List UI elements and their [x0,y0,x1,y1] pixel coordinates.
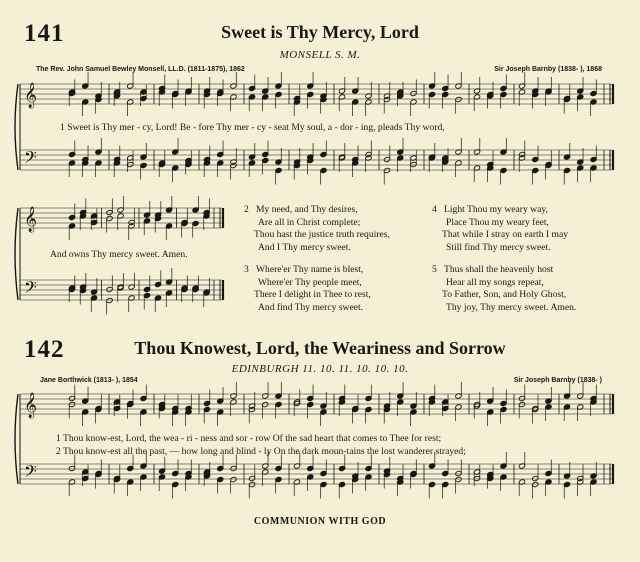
lyric-line-142-2: 2 Thou know-est all the past, — how long and blind - ly On the dark moun-tains the lost wanderer strayed; [56,446,466,457]
composer-credit-142: Sir Joseph Barnby (1838- ) [513,377,602,384]
verse-line: Still find Thy mercy sweet. [446,241,551,253]
verse-line: Where'er Thy people meet, [258,276,362,288]
verse-line: To Father, Son, and Holy Ghost, [442,289,567,301]
verse-line: There I delight in Thee to rest, [254,289,371,301]
verse-5 [432,264,576,314]
verse-line: Thou hast the justice truth requires, [254,229,390,241]
bass-clef: 𝄢 [24,147,37,171]
tune-name-142: EDINBURGH 11. 10. 11. 10. 10. 10. [231,363,409,375]
author-credit-141: The Rev. John Samuel Bewley Monsell, LL.D. (1811-1875), 1862 [36,66,245,73]
hymn-number-141: 141 [24,20,65,47]
system-brace [15,84,18,170]
verse-line: Where'er Thy name is blest, [256,264,364,275]
author-credit-142: Jane Borthwick (1813- ), 1854 [40,377,138,384]
verse-line: Are all in Christ complete; [258,216,361,228]
tune-name-141: MONSELL S. M. [279,49,361,61]
verse-line: Light Thou my weary way, [444,204,548,215]
hymn-title-142: Thou Knowest, Lord, the Weariness and Sorrow [134,338,506,358]
treble-clef: 𝄞 [24,207,38,232]
verse-line: That while I stray on earth I may [442,229,569,241]
verse-number: 2 [244,204,249,215]
verse-4 [432,204,568,254]
bass-clef: 𝄢 [24,277,37,301]
verse-2 [244,204,390,254]
music-system-141-1 [16,76,616,192]
verse-line: My need, and Thy desires, [256,204,358,215]
verse-line: And I Thy mercy sweet. [258,241,351,253]
system-brace [15,208,18,300]
lyric-line-141-1: 1 Sweet is Thy mer - cy, Lord! Be - fore Thy mer - cy - seat My soul, a - dor - ing, pleads Thy word, [60,122,445,133]
verse-line: Thy joy, Thy mercy sweet. Amen. [446,301,577,313]
bass-clef: 𝄢 [24,461,37,485]
lyric-line-141-2: And owns Thy mercy sweet. Amen. [50,249,188,260]
composer-credit-141: Sir Joseph Barnby (1838- ), 1868 [494,66,602,73]
verse-line: Thus shall the heavenly host [444,264,554,275]
lyric-line-142-1: 1 Thou know-est, Lord, the wea - ri - ness and sor - row Of the sad heart that comes to Thee for rest; [56,433,442,444]
verse-line: And find Thy mercy sweet. [258,301,364,313]
verse-line: Hear all my songs repeat, [446,276,544,288]
system-brace [15,394,18,484]
hymn-number-142: 142 [24,336,65,363]
treble-clef: 𝄞 [24,393,38,418]
verse-number: 3 [244,264,249,275]
verse-number: 4 [432,204,437,215]
verse-3 [244,264,371,314]
treble-clef: 𝄞 [24,83,38,108]
hymn-title-141: Sweet is Thy Mercy, Lord [221,22,419,42]
verse-number: 5 [432,264,437,275]
verse-line: Place Thou my weary feet, [446,216,549,228]
section-footer: COMMUNION WITH GOD [253,516,387,527]
music-system-142-1 [16,386,616,502]
